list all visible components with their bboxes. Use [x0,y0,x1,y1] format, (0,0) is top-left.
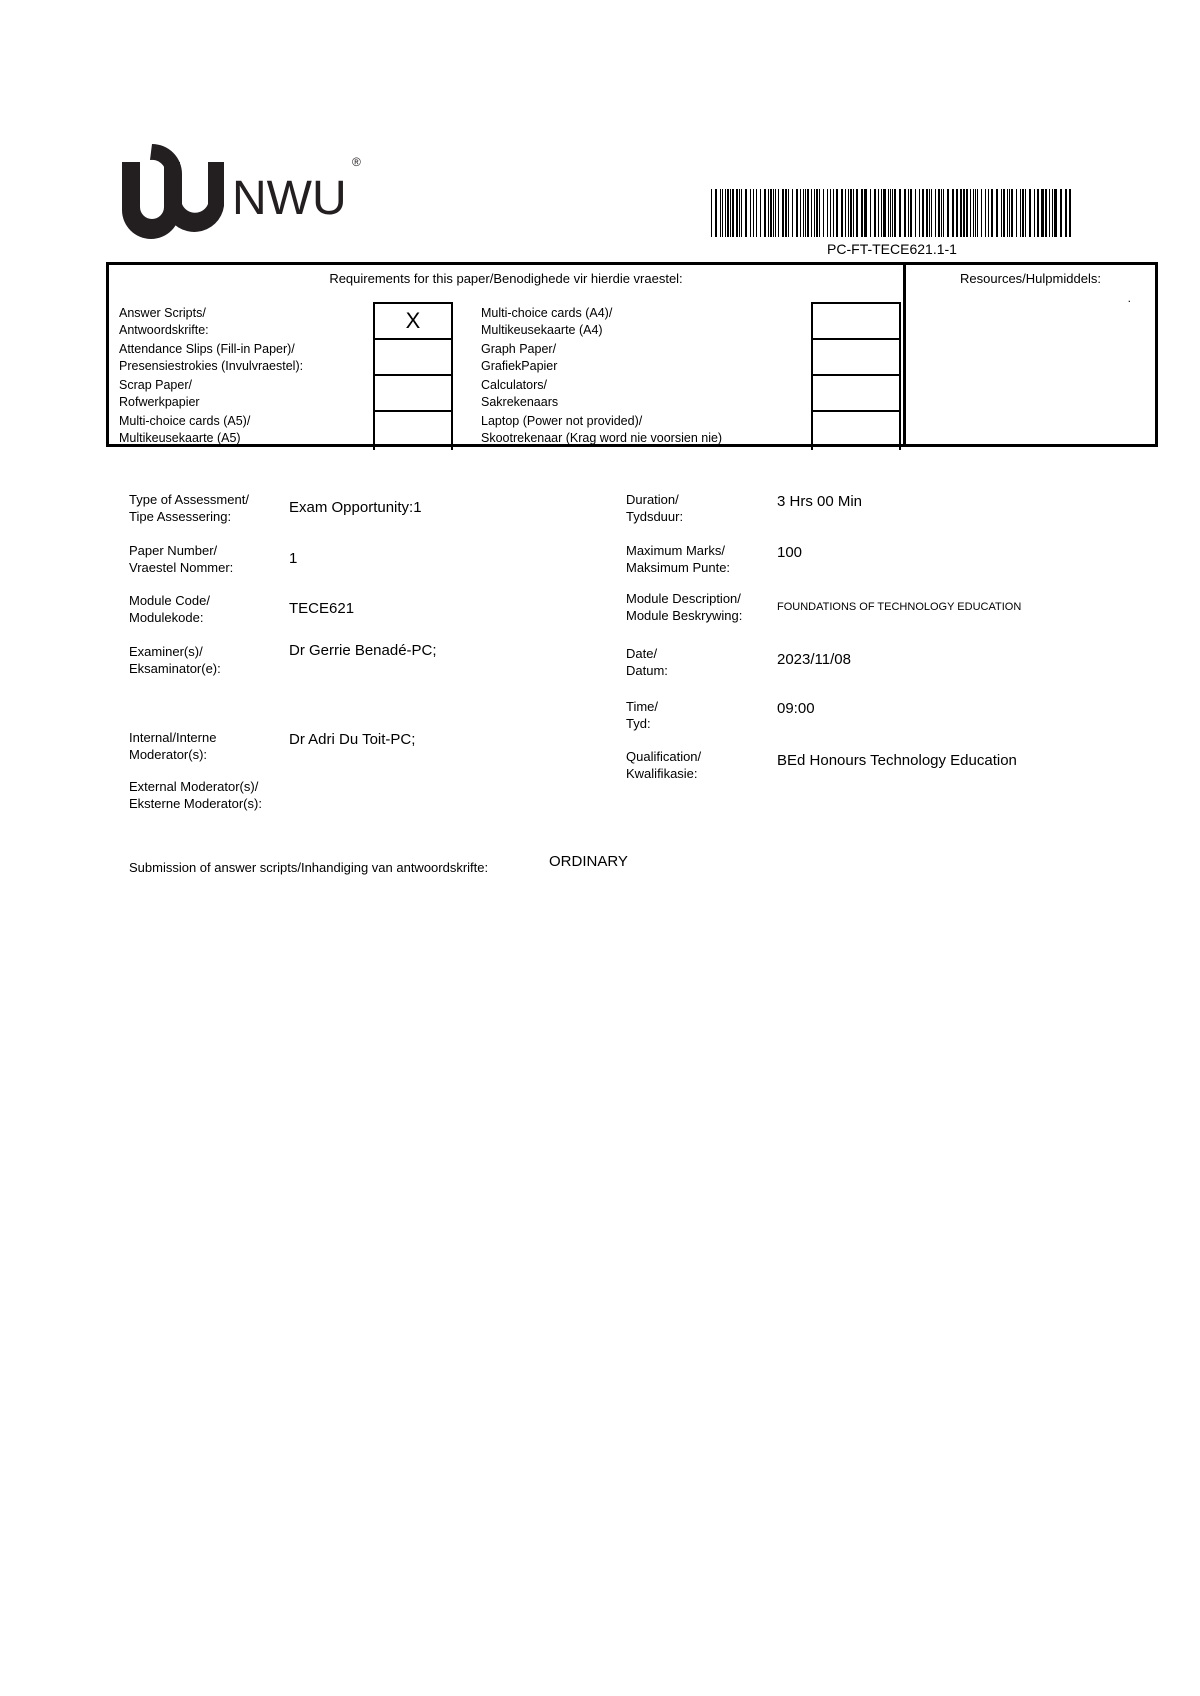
barcode-bar [850,189,852,237]
requirement-en: Answer Scripts/ [119,306,206,320]
barcode-bar [760,189,761,237]
type-label-en: Type of Assessment/ [129,492,249,507]
date-label-en: Date/ [626,646,658,661]
barcode-bar [768,189,769,237]
requirement-af: Sakrekenaars [481,395,559,409]
barcode-bar [1016,189,1017,237]
barcode-bar [816,189,818,237]
svg-text:NWU: NWU [232,172,347,225]
barcode-bar [807,189,809,237]
barcode-bar [899,189,900,237]
paper-label [129,542,233,576]
barcode-bar [722,189,723,237]
examiner-label [129,643,221,677]
code-label-en: Module Code/ [129,593,210,608]
barcode-bar [919,189,920,237]
examiner-label-en: Examiner(s)/ [129,644,203,659]
desc-label-af: Module Beskrywing: [626,608,743,623]
qual-value: BEd Honours Technology Education [777,752,1017,769]
barcode-bar [833,189,834,237]
requirement-label [481,413,722,447]
barcode-bar [943,189,944,237]
external-label [129,778,262,812]
qual-label [626,748,701,782]
barcode-bar [730,189,731,237]
internal-value: Dr Adri Du Toit-PC; [289,731,416,748]
requirement-checkbox[interactable] [373,410,453,450]
barcode-bar [1041,189,1042,237]
barcode-bar [782,189,784,237]
barcode-bar [745,189,747,237]
time-label-en: Time/ [626,699,659,714]
duration-label [626,491,683,525]
barcode-bar [1022,189,1024,237]
requirement-checkbox[interactable] [811,374,901,410]
barcode-bar [845,189,846,237]
barcode-bar [975,189,976,237]
barcode-bar [1054,189,1055,237]
requirement-checkbox[interactable] [811,410,901,450]
barcode-bar [841,189,842,237]
barcode-bar [753,189,754,237]
requirement-af: Multikeusekaarte (A4) [481,323,603,337]
barcode-bar [904,189,906,237]
barcode-bar [947,189,949,237]
requirement-en: Laptop (Power not provided)/ [481,414,643,428]
type-label [129,491,249,525]
barcode-bar [853,189,854,237]
qual-label-af: Kwalifikasie: [626,766,698,781]
barcode-bar [894,189,896,237]
barcode-bar [800,189,801,237]
barcode-bar [952,189,954,237]
requirement-af: GrafiekPapier [481,359,558,373]
code-label-af: Modulekode: [129,610,204,625]
qual-label-en: Qualification/ [626,749,702,764]
barcode-bar [836,189,838,237]
barcode-bar [785,189,787,237]
barcode-bar [770,189,771,237]
examiner-label-af: Eksaminator(e): [129,661,221,676]
internal-label [129,729,216,763]
barcode-bar [963,189,965,237]
barcode-bar [973,189,974,237]
barcode-bar [935,189,936,237]
barcode-bar [884,189,885,237]
barcode-bar [819,189,820,237]
barcode-bar [977,189,978,237]
barcode-bar [1052,189,1053,237]
internal-label-af: Moderator(s): [129,747,208,762]
requirement-en: Calculators/ [481,378,547,392]
requirement-checkbox[interactable]: X [373,302,453,338]
requirement-checkbox[interactable] [373,374,453,410]
barcode-bar [1029,189,1031,237]
barcode-bar [792,189,793,237]
barcode-bar [1007,189,1008,237]
barcode-bar [823,189,824,237]
desc-label-en: Module Description/ [626,591,741,606]
barcode-bar [856,189,858,237]
barcode-bar [1020,189,1021,237]
requirements-title: Requirements for this paper/Benodighede vir hierdie vraestel: [329,271,683,286]
resources-title: Resources/Hulpmiddels: [960,271,1101,286]
paper-label-en: Paper Number/ [129,543,218,558]
requirements-box [106,262,903,447]
requirement-en: Graph Paper/ [481,342,557,356]
barcode-bar [908,189,909,237]
barcode-bar [739,189,740,237]
duration-label-en: Duration/ [626,492,679,507]
marks-value: 100 [777,544,803,561]
barcode-bar [929,189,930,237]
barcode-bar [883,189,884,237]
type-value: Exam Opportunity:1 [289,499,422,516]
requirement-en: Scrap Paper/ [119,378,192,392]
date-label [626,645,668,679]
barcode-bar [736,189,737,237]
barcode-bar [910,189,911,237]
resources-value: . [1127,291,1131,305]
requirement-label [119,305,209,339]
barcode-bar [956,189,958,237]
marks-label-en: Maximum Marks/ [626,543,725,558]
date-value: 2023/11/08 [777,651,851,668]
requirement-label [119,413,250,447]
barcode-bar [715,189,716,237]
requirement-en: Multi-choice cards (A5)/ [119,414,251,428]
requirement-en: Multi-choice cards (A4)/ [481,306,613,320]
barcode-bar [1060,189,1062,237]
svg-text:®: ® [352,155,361,169]
submission-value: ORDINARY [549,853,628,870]
barcode-bar [874,189,876,237]
barcode-bar [778,189,779,237]
barcode-bar [861,189,862,237]
barcode-bar [996,189,998,237]
barcode-bar [1055,189,1057,237]
external-label-en: External Moderator(s)/ [129,779,259,794]
requirement-en: Attendance Slips (Fill-in Paper)/ [119,342,295,356]
barcode-bar [970,189,971,237]
barcode-bar [1034,189,1035,237]
barcode-bar [1069,189,1071,237]
barcode-bar [827,189,828,237]
submission-label: Submission of answer scripts/Inhandiging van antwoordskrifte: [129,860,489,875]
requirement-label [481,377,558,411]
barcode-bar [890,189,891,237]
barcode-bar [870,189,871,237]
marks-label-af: Maksimum Punte: [626,560,731,575]
barcode-bar [1045,189,1047,237]
duration-label-af: Tydsduur: [626,509,684,524]
barcode-bar [732,189,734,237]
nwu-logo [120,142,370,242]
requirement-af: Presensiestrokies (Invulvraestel): [119,359,304,373]
requirement-label [119,377,200,411]
marks-label [626,542,730,576]
code-label [129,592,210,626]
paper-label-af: Vraestel Nommer: [129,560,234,575]
paper-value: 1 [289,550,298,567]
barcode-label: PC-FT-TECE621.1-1 [827,241,957,257]
barcode-bar [1042,189,1044,237]
barcode-bar [966,189,968,237]
barcode-bar [1065,189,1066,237]
requirement-af: Antwoordskrifte: [119,323,209,337]
barcode-bar [741,189,742,237]
barcode-bar [1001,189,1002,237]
date-label-af: Datum: [626,663,668,678]
type-label-af: Tipe Assessering: [129,509,232,524]
requirement-label [481,305,612,339]
barcode-bar [1025,189,1026,237]
barcode-bar [926,189,927,237]
requirement-af: Multikeusekaarte (A5) [119,431,241,445]
barcode-bar [864,189,865,237]
barcode-bar [725,189,726,237]
barcode-bar [938,189,940,237]
resources-box [903,262,1158,447]
time-label-af: Tyd: [626,716,651,731]
barcode [711,189,1073,237]
requirement-af: Rofwerkpapier [119,395,200,409]
barcode-bar [788,189,789,237]
requirement-af: Skootrekenaar (Krag word nie voorsien nie) [481,431,723,445]
barcode-bar [775,189,776,237]
barcode-bar [848,189,849,237]
barcode-bar [888,189,889,237]
examiner-value: Dr Gerrie Benadé-PC; [289,642,437,659]
barcode-bar [1003,189,1005,237]
barcode-bar [960,189,962,237]
barcode-bar [1037,189,1038,237]
requirement-checkbox[interactable] [811,338,901,374]
barcode-bar [991,189,993,237]
requirement-label [481,341,557,375]
barcode-bar [711,189,712,237]
desc-label [626,590,742,624]
barcode-bar [892,189,893,237]
barcode-bar [720,189,721,237]
code-value: TECE621 [289,600,355,617]
barcode-bar [881,189,882,237]
barcode-bar [1011,189,1012,237]
desc-value: FOUNDATIONS OF TECHNOLOGY EDUCATION [777,601,1022,613]
barcode-bar [941,189,942,237]
barcode-bar [727,189,728,237]
barcode-bar [865,189,866,237]
time-value: 09:00 [777,700,815,717]
barcode-bar [814,189,815,237]
barcode-bar [1049,189,1050,237]
barcode-bar [922,189,924,237]
barcode-bar [773,189,774,237]
nwu-emblem-icon [120,142,370,242]
barcode-bar [796,189,798,237]
barcode-bar [1009,189,1010,237]
barcode-bar [811,189,812,237]
barcode-bar [988,189,989,237]
barcode-bar [764,189,766,237]
barcode-bar [803,189,804,237]
barcode-bar [915,189,916,237]
barcode-bar [805,189,806,237]
requirement-checkbox[interactable] [373,338,453,374]
barcode-bar [981,189,982,237]
barcode-bar [830,189,831,237]
barcode-bar [931,189,932,237]
time-label [626,698,658,732]
internal-label-en: Internal/Interne [129,730,217,745]
barcode-bar [750,189,751,237]
duration-value: 3 Hrs 00 Min [777,493,863,510]
barcode-bar [985,189,986,237]
external-label-af: Eksterne Moderator(s): [129,796,262,811]
requirement-checkbox[interactable] [811,302,901,338]
requirement-label [119,341,303,375]
barcode-bar [756,189,757,237]
barcode-bar [878,189,879,237]
